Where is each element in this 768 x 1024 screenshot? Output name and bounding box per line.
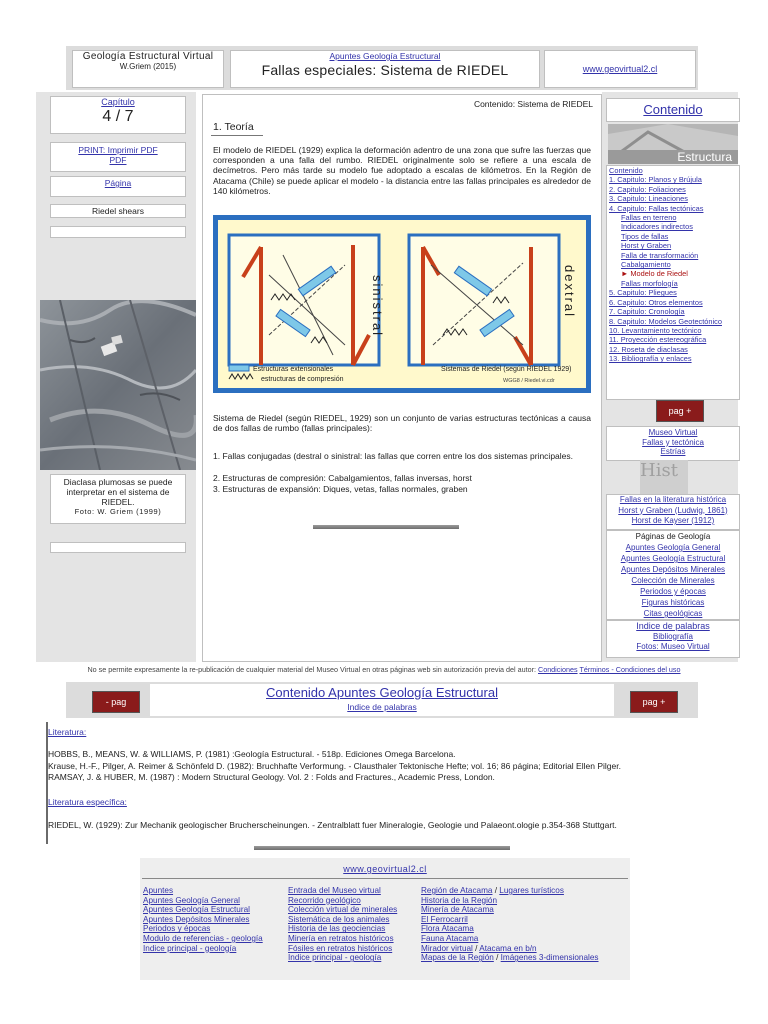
toc-item[interactable] [607,317,739,326]
footer-link[interactable]: Apuntes [143,886,174,895]
disclaimer [0,662,768,678]
contents-title[interactable]: Contenido [643,102,703,117]
lit-link-2[interactable]: Horst y Graben (Ludwig, 1861) [618,505,728,515]
footer-link[interactable]: Fósiles en retratos históricos [288,943,393,953]
list-item-1: 1. Fallas conjugadas (destral o sinistral: las fallas que corren entre los dos sistemas principales. [213,451,574,461]
bibliography-link[interactable]: Bibliografía [652,631,694,641]
geology-pages-box [606,530,740,620]
pages-link-2[interactable]: Apuntes Geología Estructural [620,554,726,563]
toc-item[interactable] [607,241,739,250]
footer-col-museo [288,886,397,963]
separator [313,525,459,529]
toc-item[interactable] [607,166,739,175]
ref-1: HOBBS, B., MEANS, W. & WILLIAMS, P. (1981) :Geología Estructural. - 518p. Ediciones Omega Barcelona. [48,749,456,759]
toc-item-label[interactable]: Horst y Graben [621,241,672,251]
author-year: W.Griem (2015) [119,62,177,71]
figure-title: Sistemas de Riedel (según RIEDEL 1929) [441,366,572,373]
index-box [606,620,740,658]
figure-credit: WGG8 / Riedel.vi.cdr [503,378,555,384]
museum-links-box [606,426,740,461]
footer-link[interactable]: Apuntes Geología Estructural [143,905,250,915]
pages-link-6[interactable]: Figuras históricas [641,598,705,607]
contents-apuntes-link[interactable]: Contenido Apuntes Geología Estructural [266,685,498,700]
footer-link[interactable]: Colección virtual de minerales [288,905,398,915]
footer-link[interactable]: Historia de las geociencias [288,924,386,934]
toc-item[interactable] [607,204,739,213]
system-paragraph: Sistema de Riedel (según RIEDEL, 1929) son un conjunto de varias estructuras tectónicas a causa de dos fallas de rumbo (fallas principales): [213,413,591,434]
bottom-nav-title-box [150,684,614,716]
separator-slash: / [472,943,480,953]
pages-link-5[interactable]: Periodos y épocas [640,587,706,596]
footer-link[interactable]: Indice principal - geología [143,943,237,953]
footer-url-link[interactable]: www.geovirtual2.cl [343,864,427,874]
section-heading: 1. Teoría [213,121,254,133]
toc-item-label[interactable]: Tipos de fallas [621,231,669,241]
chapter-number: 4 / 7 [102,108,134,125]
photo-credit: Foto: W. Griem (1999) [74,507,162,516]
footer-link[interactable]: Entrada del Museo virtual [288,886,381,895]
toc-item[interactable] [607,222,739,231]
pages-title: Páginas de Geología [635,532,711,541]
toc-item-label[interactable]: 2. Capitulo: Foliaciones [609,184,686,194]
toc-item[interactable] [607,326,739,335]
banner-text: Estructura [677,150,732,164]
chapter-label[interactable]: Capítulo [101,97,135,107]
pages-link-7[interactable]: Citas geológicas [643,609,703,618]
toc-item-label[interactable]: Indicadores indirectos [621,222,693,232]
footer-link[interactable]: Sistemática de los animales [288,914,390,924]
sinistral-label: sinistral [370,275,385,338]
toc-item[interactable] [607,213,739,222]
footer-link[interactable]: Minería de Atacama [421,905,494,915]
riedel-figure [213,215,591,393]
estrias-link[interactable]: Estrías [660,447,686,457]
print-box [50,142,186,172]
toc-item[interactable] [607,194,739,203]
toc-item-label[interactable]: 10. Levantamiento tectónico [609,325,702,335]
table-of-contents [606,165,740,400]
historic-image-text: Hist [640,460,678,481]
print-pdf-link[interactable]: PRINT: Imprimir PDF [78,145,158,155]
toc-item-label[interactable]: 3. Capitulo: Lineaciones [609,194,688,204]
terms-link[interactable]: Términos - Condiciones del uso [579,665,681,674]
empty-box [50,226,186,238]
footer-link[interactable]: Periodos y épocas [143,924,211,934]
atacama-bn-link[interactable]: Atacama en b/n [479,943,537,953]
footer-link[interactable]: Fauna Atacama [421,933,479,943]
footer-col-region [421,886,599,963]
legend-compression: estructuras de compresión [261,376,344,383]
toc-item-label[interactable]: 11. Proyección estereográfica [609,335,707,345]
separator-2 [254,846,510,850]
footer-link[interactable]: Flora Atacama [421,924,474,934]
main-content [202,94,602,662]
rock-photo [40,300,196,470]
structure-banner[interactable] [608,124,738,164]
toc-item-label[interactable]: 13. Bibliografía y enlaces [609,354,692,364]
lugares-turisticos-link[interactable]: Lugares turísticos [499,886,564,895]
footer-link[interactable]: Apuntes Depósitos Minerales [143,914,250,924]
toc-item[interactable] [607,175,739,184]
pages-link-3[interactable]: Apuntes Depósitos Minerales [620,565,726,574]
pages-link-4[interactable]: Colección de Minerales [631,576,715,585]
toc-item[interactable] [607,185,739,194]
lit-link-1[interactable]: Fallas en la literatura histórica [619,495,727,504]
ref-3: RAMSAY, J. & HUBER, M. (1987) : Modern Structural Geology. Vol. 2 : Folds and Fractures., Academic Press, London. [48,772,495,782]
footer-link[interactable]: Modulo de referencias - geología [143,933,263,943]
list-item-2: 2. Estructuras de compresión: Cabalgamientos, fallas inversas, horst [213,473,472,483]
historic-image[interactable] [640,460,688,494]
toc-item-label[interactable]: Falla de transformación [621,250,699,260]
site-url-link[interactable]: www.geovirtual2.cl [582,64,658,74]
content-title: Contenido: Sistema de RIEDEL [473,99,593,109]
imagenes-3d-link[interactable]: Imágenes 3-dimensionales [500,953,599,963]
toc-item[interactable] [607,335,739,344]
dextral-label: dextral [562,265,577,319]
pages-link-1[interactable]: Apuntes Geología General [625,543,721,552]
separator-slash: / [493,953,501,963]
prev-page-button[interactable]: - pag [92,691,140,713]
site-name: Geología Estructural Virtual [82,51,214,62]
header-title-box [230,50,540,88]
page-title: Fallas especiales: Sistema de RIEDEL [261,62,509,78]
footer-link[interactable]: Minería en retratos históricos [288,933,394,943]
literature-links-box [606,494,740,530]
toc-item[interactable] [607,288,739,297]
ref-2: Krause, H.-F., Pilger, A. Reimer & Schönfeld D. (1982): Bruchhafte Verformung. - Clausthaler Tektonische Hefte; vol. 16; 86 página; Editorial Ellen Pilger. [48,761,621,771]
footer-col-apuntes [143,886,263,953]
toc-item[interactable] [607,279,739,288]
toc-item-label[interactable]: Fallas en terreno [621,213,677,223]
word-index-link[interactable]: Indice de palabras [347,702,417,712]
next-page-button-bottom[interactable]: pag + [630,691,678,713]
contents-title-box [606,98,740,122]
page-box [50,176,186,197]
specific-literature-heading[interactable]: Literatura específica: [48,797,127,807]
toc-item[interactable] [607,232,739,241]
toc-item-label[interactable]: 12. Roseta de diaclasas [609,344,688,354]
footer-rule [142,878,628,879]
toc-item-label[interactable]: Contenido [609,166,643,175]
pdf-link[interactable]: PDF [109,155,127,165]
conditions-link[interactable]: Condiciones [538,665,578,674]
photos-link[interactable]: Fotos: Museo Virtual [636,642,710,651]
toc-item-label[interactable]: 6. Capitulo: Otros elementos [609,297,703,307]
toc-item-label[interactable]: 1. Capitulo: Planos y Brújula [609,175,702,185]
toc-item-label[interactable]: 8. Capitulo: Modelos Geotectónico [609,316,722,326]
theory-paragraph: El modelo de RIEDEL (1929) explica la deformación adentro de una zona que sufre las fuerzas que corresponden a una falla del rumbo. RIEDEL originalmente solo se refiere a una escala de decímetros. Pero más tarde su modelo fue adoptado a escalas de kilómetros. En la Región de Atacama (Chile) se puede aplicar el modelo - la distancia entre las fallas principales es alrededor de 140 kilómetros. [213,145,591,196]
footer-link[interactable]: Indice principal - geología [288,953,382,963]
disclaimer-text: No se permite expresamente la re-publicación de cualquier material del Museo Virtual en otras páginas web sin autorización previa del autor: [87,665,536,674]
museo-virtual-link[interactable]: Museo Virtual [648,428,698,437]
toc-item-label[interactable]: 5. Capitulo: Pliegues [609,288,677,298]
toc-item[interactable] [607,269,739,278]
footer-link[interactable]: Historia de la Región [421,895,498,905]
toc-item[interactable] [607,354,739,363]
toc-item-label[interactable]: 7. Capitulo: Cronología [609,307,685,317]
footer-link[interactable]: Recorrido geológico [288,895,361,905]
toc-item-label[interactable]: Cabalgamiento [621,260,671,270]
literature-heading[interactable]: Literatura: [48,727,87,737]
page-label[interactable]: Página [104,178,132,188]
section-link[interactable]: Apuntes Geología Estructural [329,51,441,61]
toc-item[interactable] [607,260,739,269]
legend-extensional: Estructuras extensionales [253,366,334,373]
separator-slash: / [492,886,500,895]
index-title-link[interactable]: Indice de palabras [636,621,710,631]
heading-underline [211,135,263,136]
toc-item[interactable] [607,298,739,307]
next-page-button[interactable]: pag + [656,400,704,422]
lit-link-3[interactable]: Horst de Kayser (1912) [631,516,715,525]
header-site-box [72,50,224,88]
mapas-region-link[interactable]: Mapas de la Región [421,953,494,963]
empty-box-2 [50,542,186,553]
toc-item[interactable] [607,307,739,316]
ref-specific-1: RIEDEL, W. (1929): Zur Mechanik geologischer Brucherscheinungen. - Zentralblatt fuer Mineralogie, Geologie und Palaeont.ologie p.354-368 Stuttgart. [48,820,617,830]
photo-caption: Diaclasa plumosas se puede interpretar en el sistema de RIEDEL. [63,477,173,507]
toc-item[interactable] [607,251,739,260]
toc-item-label[interactable]: ► Modelo de Riedel [621,269,688,279]
footer-link[interactable]: Apuntes Geología General [143,895,240,905]
region-atacama-link[interactable]: Región de Atacama [421,886,493,895]
riedel-shears-box [50,204,186,218]
chapter-box [50,96,186,134]
mirador-virtual-link[interactable]: Mirador virtual [421,943,473,953]
footer-link[interactable]: El Ferrocarril [421,914,468,924]
fallas-tectonica-link[interactable]: Fallas y tectónica [642,437,704,447]
toc-item[interactable] [607,345,739,354]
header-url-box [544,50,696,88]
riedel-shears-label: Riedel shears [92,206,144,216]
photo-caption-box [50,474,186,524]
list-item-3: 3. Estructuras de expansión: Diques, vetas, fallas normales, graben [213,484,468,494]
toc-item-label[interactable]: Fallas morfología [621,278,678,288]
toc-item-label[interactable]: 4. Capitulo: Fallas tectónicas [609,203,704,213]
